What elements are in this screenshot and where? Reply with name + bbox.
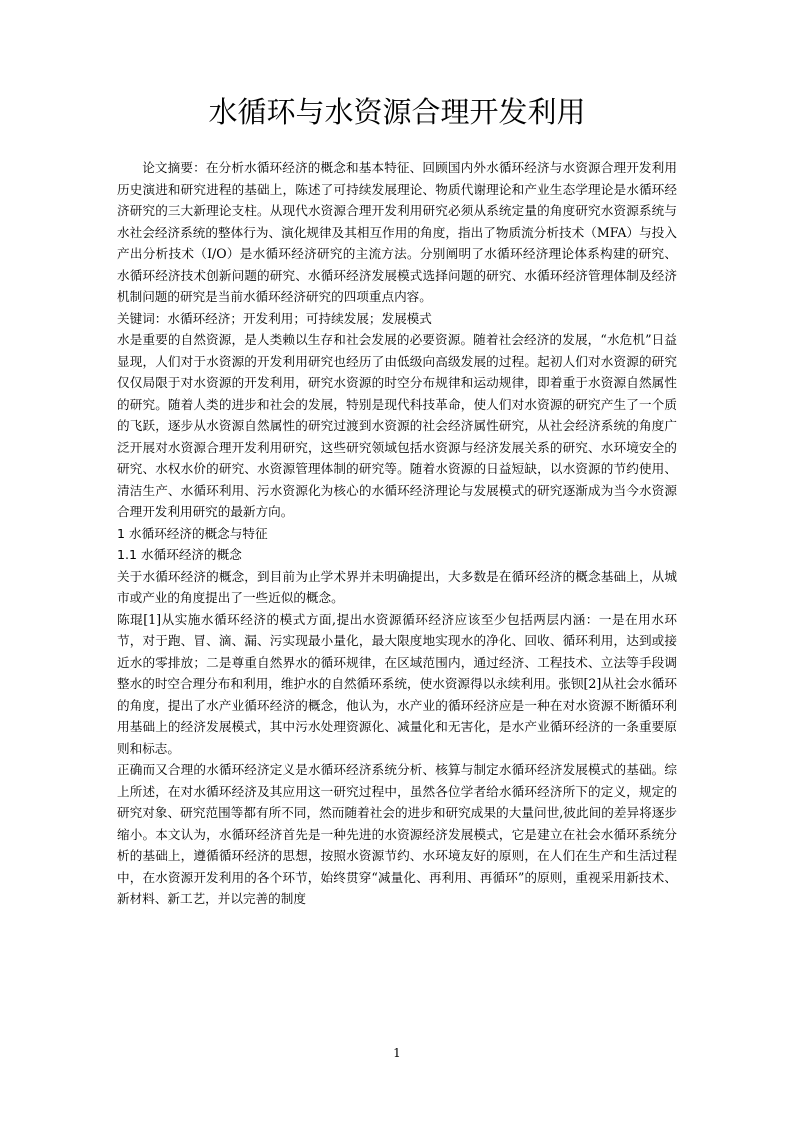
subsection-heading: 1.1 水循环经济的概念 — [117, 547, 242, 562]
intro-paragraph: 水是重要的自然资源，是人类赖以生存和社会发展的必要资源。随着社会经济的发展，“水危机”日益显现，人们对于水资源的开发利用研究也经历了由低级向高级发展的过程。起初人们对水资源的研究仅仅局限于对水资源的开发利用，研究水资源的时空分布规律和运动规律，即着重于水资源自然属性的研究。随着人类的进步和社会的发展，特别是现代科技革命，使人们对水资源的研究产生了一个质的飞跃，逐步从水资源自然属性的研究过渡到水资源的社会经济属性研究，从社会经济系统的角度广泛开展对水资源合理开发利用研究，这些研究领域包括水资源与经济发展关系的研究、水环境安全的研究、水权水价的研究、水资源管理体制的研究等。随着水资源的日益短缺，以水资源的节约使用、清洁生产、水循环利用、污水资源化为核心的水循环经济理论与发展模式的研究逐渐成为当今水资源合理开发利用研究的最新方向。 — [117, 332, 677, 519]
document-title: 水循环与水资源合理开发利用 — [208, 95, 586, 129]
body-paragraph-3: 正确而又合理的水循环经济定义是水循环经济系统分析、核算与制定水循环经济发展模式的基础。综上所述，在对水循环经济及其应用这一研究过程中，虽然各位学者给水循环经济所下的定义，规定的研究对象、研究范围等都有所不同，然而随着社会的进步和研究成果的大量问世,彼此间的差异将逐步缩小。本文认为，水循环经济首先是一种先进的水资源经济发展模式，它是建立在社会水循环系统分析的基础上，遵循循环经济的思想，按照水资源节约、水环境友好的原则，在人们在生产和生活过程中，在水资源开发利用的各个环节，始终贯穿“减量化、再利用、再循环”的原则，重视采用新技术、新材料、新工艺，并以完善的制度 — [117, 762, 677, 906]
document-body — [117, 157, 677, 910]
keywords-line: 关键词：水循环经济；开发利用；可持续发展；发展模式 — [117, 310, 432, 326]
abstract-paragraph: 论文摘要：在分析水循环经济的概念和基本特征、回顾国内外水循环经济与水资源合理开发利用历史演进和研究进程的基础上，陈述了可持续发展理论、物质代谢理论和产业生态学理论是水循环经济研究的三大新理论支柱。从现代水资源合理开发利用研究必须从系统定量的角度研究水资源系统与水社会经济系统的整体行为、演化规律及其相互作用的角度，指出了物质流分析技术（MFA）与投入产出分析技术（I/O）是水循环经济研究的主流方法。分别阐明了水循环经济理论体系构建的研究、水循环经济技术创新问题的研究、水循环经济发展模式选择问题的研究、水循环经济管理体制及经济机制问题的研究是当前水循环经济研究的四项重点内容。 — [117, 160, 677, 304]
page-number: 1 — [393, 1046, 401, 1060]
body-paragraph-1: 关于水循环经济的概念，到目前为止学术界并未明确提出，大多数是在循环经济的概念基础上，从城市或产业的角度提出了一些近似的概念。 — [117, 568, 677, 605]
body-paragraph-2: 陈琨[1]从实施水循环经济的模式方面,提出水资源循环经济应该至少包括两层内涵：一是在用水环节，对于跑、冒、滴、漏、污实现最小量化，最大限度地实现水的净化、回收、循环利用，达到或接近水的零排放；二是尊重自然界水的循环规律，在区域范围内，通过经济、工程技术、立法等手段调整水的时空合理分布和利用，维护水的自然循环系统，使水资源得以永续利用。张钡[2]从社会水循环的角度，提出了水产业循环经济的概念，他认为，水产业的循环经济应是一种在对水资源不断循环利用基础上的经济发展模式，其中污水处理资源化、减量化和无害化，是水产业循环经济的一条重要原则和标志。 — [117, 611, 677, 756]
section-heading: 1 水循环经济的概念与特征 — [117, 525, 268, 541]
